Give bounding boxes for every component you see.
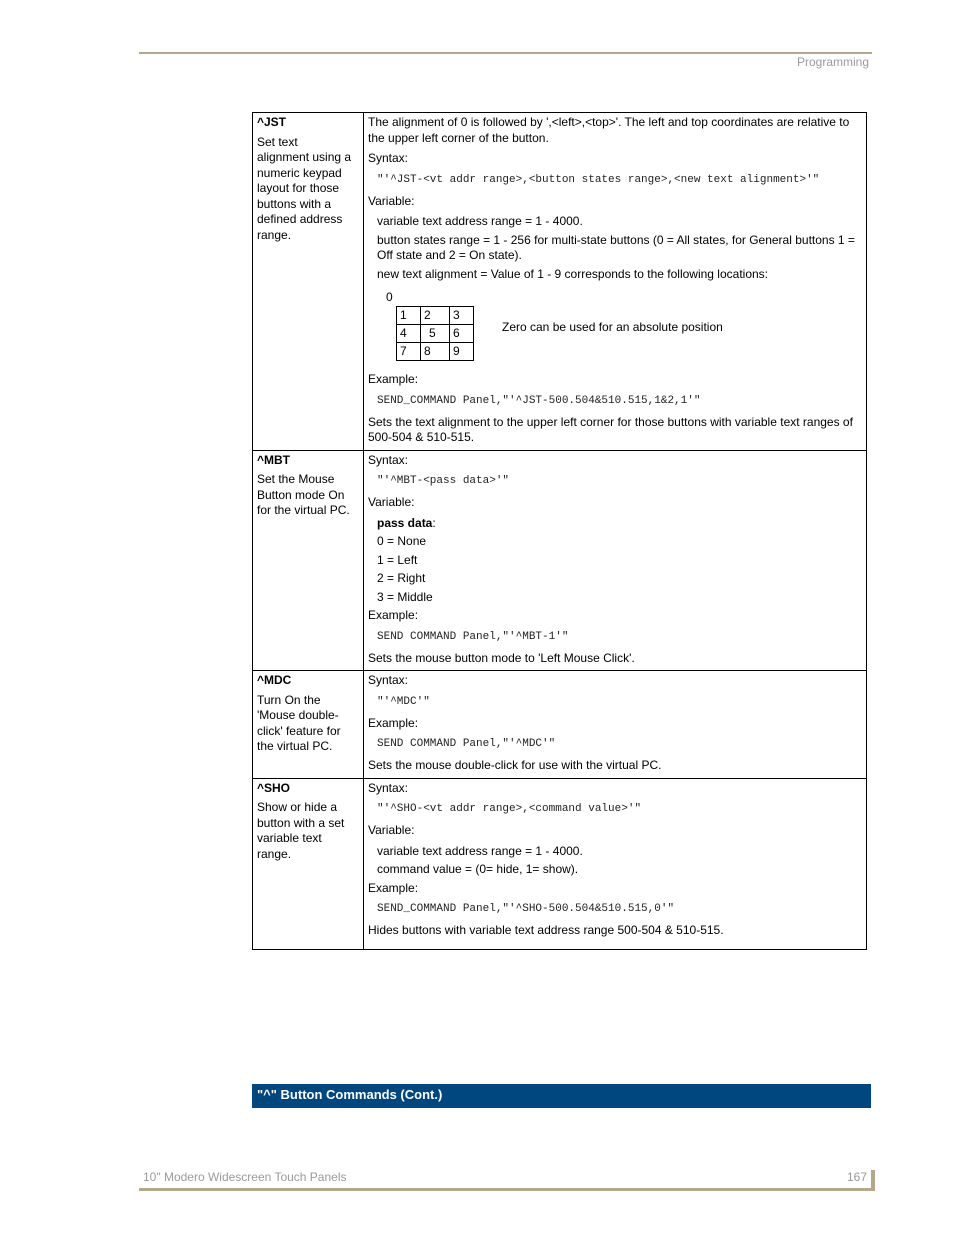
command-cell — [253, 113, 364, 451]
footer-rule — [139, 1188, 873, 1191]
example-code: SEND COMMAND Panel,"'^MDC'" — [377, 738, 556, 750]
table-row — [253, 113, 867, 451]
variable-item: variable text address range = 1 - 4000. — [377, 214, 583, 228]
command-table — [252, 112, 867, 950]
command-description: Set the Mouse Button mode On for the virtual PC. — [257, 472, 350, 517]
table-row — [253, 450, 867, 671]
alignment-grid — [396, 306, 474, 361]
variable-item — [377, 516, 862, 532]
syntax-code: "'^JST-<vt addr range>,<button states range>,<new text alignment>'" — [377, 173, 820, 186]
command-cell — [253, 450, 364, 671]
alignment-diagram — [368, 286, 862, 372]
variable-list — [377, 214, 862, 282]
command-description: Turn On the 'Mouse double-click' feature for the virtual PC. — [257, 692, 341, 753]
variable-item: command value = (0= hide, 1= show). — [377, 862, 579, 876]
command-cell — [253, 778, 364, 949]
syntax-code: "'^MDC'" — [377, 695, 430, 708]
intro-text: The alignment of 0 is followed by ',<left>,<top>'. The left and top coordinates are relative to the upper left corner of the button. — [368, 115, 850, 145]
command-description: Show or hide a button with a set variable text range. — [257, 800, 345, 861]
option-item: 0 = None — [377, 534, 427, 548]
table-caption — [252, 1084, 871, 1108]
table-row — [253, 671, 867, 779]
syntax-code: "'^SHO-<vt addr range>,<command value>'" — [377, 803, 642, 815]
example-label: Example: — [368, 608, 419, 622]
table-row — [253, 778, 867, 949]
result-text: Sets the mouse button mode to 'Left Mouse Click'. — [368, 650, 635, 665]
alignment-note: Zero can be used for an absolute position — [502, 320, 723, 334]
syntax-label: Syntax: — [368, 673, 409, 687]
command-description: Set text alignment using a numeric keypad layout for those buttons with a defined address range. — [257, 134, 352, 242]
example-code: SEND COMMAND Panel,"'^MBT-1'" — [377, 630, 569, 643]
command-name: ^MDC — [257, 673, 292, 687]
syntax-label: Syntax: — [368, 780, 409, 795]
command-details-cell — [364, 450, 867, 671]
header-section-title: Programming — [796, 55, 869, 69]
variable-label: Variable: — [368, 495, 415, 509]
pass-data-colon: : — [432, 515, 436, 530]
option-item: 3 = Middle — [377, 589, 433, 604]
syntax-code: "'^MBT-<pass data>'" — [377, 475, 510, 487]
syntax-label: Syntax: — [368, 452, 409, 467]
grid-cell: 5 — [421, 325, 450, 343]
command-name: ^JST — [257, 115, 287, 129]
pass-data-label: pass data — [377, 515, 433, 530]
command-cell — [253, 671, 364, 779]
example-code: SEND_COMMAND Panel,"'^SHO-500.504&510.515,0'" — [377, 903, 675, 915]
variable-item: button states range = 1 - 256 for multi-state buttons (0 = All states, for General buttons 1 = Off state and 2 = On state). — [377, 232, 855, 262]
result-text: Sets the text alignment to the upper left corner for those buttons with variable text ranges of 500-504 & 510-515. — [368, 414, 853, 444]
syntax-label: Syntax: — [368, 151, 409, 165]
header-rule — [139, 52, 872, 54]
result-text: Sets the mouse double-click for use with the virtual PC. — [368, 758, 662, 772]
grid-cell: 3 — [450, 307, 474, 325]
example-code: SEND_COMMAND Panel,"'^JST-500.504&510.515,1&2,1'" — [377, 394, 701, 407]
alignment-zero: 0 — [386, 290, 393, 304]
command-name: ^SHO — [257, 780, 291, 795]
option-item: 2 = Right — [377, 571, 426, 585]
variable-list — [377, 516, 862, 606]
command-details-cell — [364, 778, 867, 949]
example-label: Example: — [368, 372, 419, 386]
grid-cell: 4 — [397, 325, 421, 343]
grid-cell: 7 — [397, 343, 421, 361]
variable-label: Variable: — [368, 193, 415, 208]
result-text: Hides buttons with variable text address range 500-504 & 510-515. — [368, 923, 724, 937]
table-caption-text: "^" Button Commands (Cont.) — [257, 1087, 443, 1102]
footer-title: 10" Modero Widescreen Touch Panels — [143, 1170, 347, 1184]
variable-item: new text alignment = Value of 1 - 9 corresponds to the following locations: — [377, 266, 769, 281]
grid-cell: 9 — [450, 343, 474, 361]
page-number: 167 — [847, 1170, 868, 1184]
command-details-cell — [364, 671, 867, 779]
grid-cell: 2 — [421, 307, 450, 325]
variable-list — [377, 844, 862, 878]
command-details-cell — [364, 113, 867, 451]
example-label: Example: — [368, 715, 419, 730]
grid-cell: 6 — [450, 325, 474, 343]
variable-item: variable text address range = 1 - 4000. — [377, 843, 583, 858]
variable-label: Variable: — [368, 823, 415, 837]
option-item: 1 = Left — [377, 552, 418, 567]
grid-cell: 1 — [397, 307, 421, 325]
command-name: ^MBT — [257, 452, 290, 467]
example-label: Example: — [368, 880, 419, 895]
grid-cell: 8 — [421, 343, 450, 361]
